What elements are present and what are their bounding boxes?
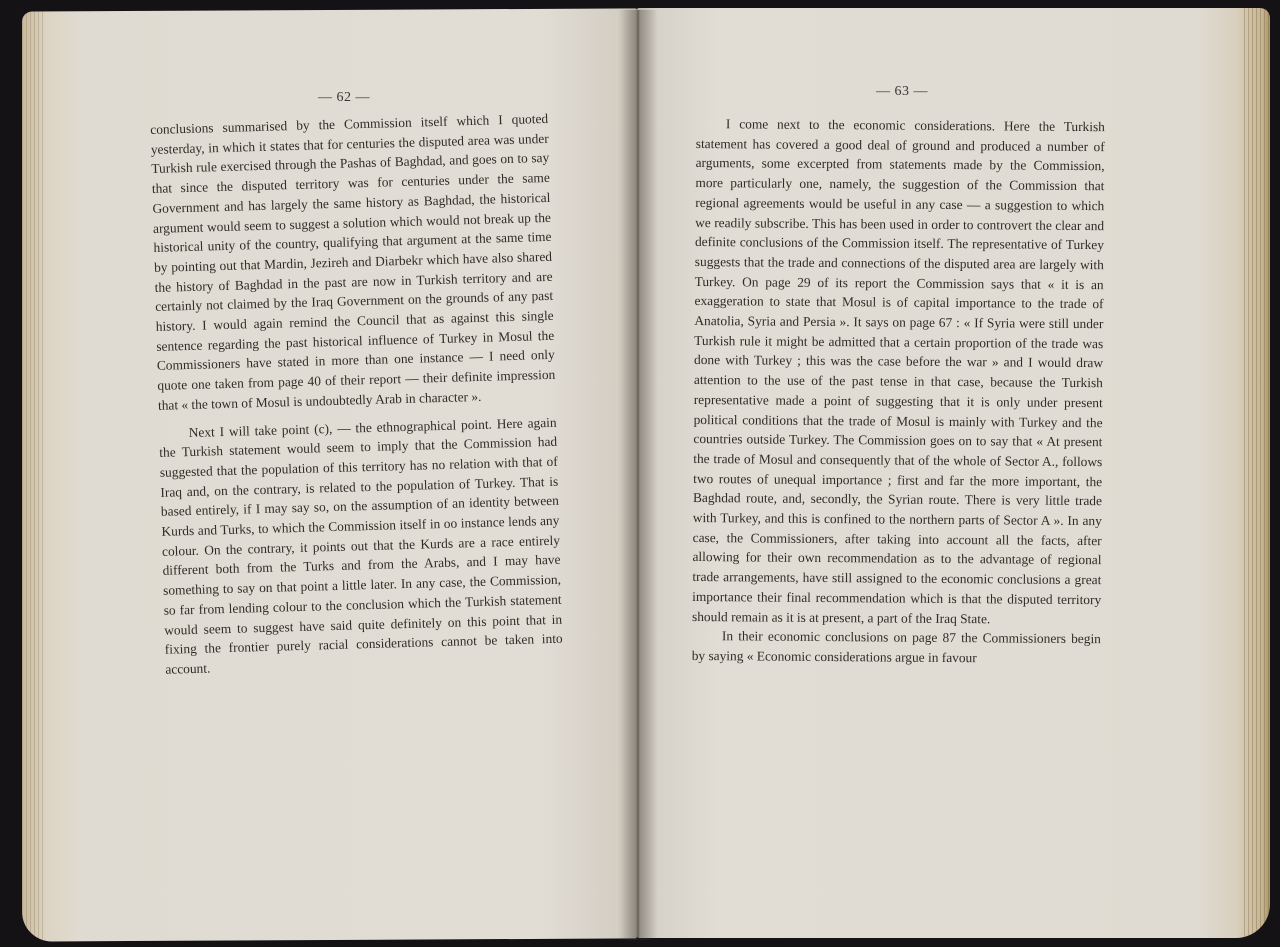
right-paragraph-2: In their economic conclusions on page 87 the Commissioners begin by saying « Economic considerations argue in favour — [691, 628, 1101, 666]
right-page-edge — [1244, 8, 1270, 938]
right-paragraph-1: I come next to the economic considerations. Here the Turkish statement has covered a good deal of ground and produced a number of arguments, some excerpted from statements made by the Commission, more particularly one, namely, the suggestion of the Commission that regional agreements would be useful in any case — a suggestion to which we readily subscribe. This has been used in order to controvert the clear and definite conclusions of the Commission itself. The representative of Turkey suggests that the trade and connections of the disputed area are largely with Turkey. On page 29 of its report the Commission says that « it is an exaggeration to state that Mosul is of capital importance to the trade of Anatolia, Syria and Persia ». It says on page 67 : « If Syria were still under Turkish rule it might be admitted that a certain proportion of the trade was done with Turkey ; this was the case before the war » and I would draw attention to the use of the past tense in that case, because the Turkish representative made a point of suggesting that it is only under present political conditions that the trade of Mosul is mainly with Turkey and the countries outside Turkey. The Commission goes on to say that « At present the trade of Mosul and consequently that of the whole of Sector A., follows two routes of unequal importance ; first and far the more important, the Baghdad route, and, secondly, the Syrian route. There is very little trade with Turkey, and this is confined to the northern parts of Sector A ». In any case, the Commissioners, after taking into account all the facts, after allowing for their own recommendation as to the advantage of regional trade arrangements, have still assigned to the economic conclusions a great importance their final recommendation which is that the disputed territory should remain as it is at present, a part of the Iraq State. — [691, 116, 1105, 626]
right-page-number: — 63 — — [876, 84, 928, 99]
book-gutter — [618, 10, 658, 940]
left-page-number: — 62 — — [318, 90, 370, 105]
left-page-text — [150, 109, 563, 680]
left-paragraph-2: Next I will take point (c), — the ethnographical point. Here again the Turkish statement would seem to imply that the Commission had suggested that the population of this territory has no relation with that of Iraq and, on the contrary, is related to the population of Turkey. That is based entirely, if I may say so, on the assumption of an identity between Kurds and Turks, to which the Commission itself in oo instance lends any colour. On the contrary, it points out that the Kurds are a race entirely different both from the Turks and from the Arabs, and I may have something to say on that point a little later. In any case, the Commission, so far from lending colour to the conclusion which the Turkish statement would seem to suggest have said quite definitely on this point that in fixing the frontier purely racial considerations cannot be taken into account. — [159, 414, 563, 677]
left-page-edge — [22, 11, 46, 941]
left-paragraph-1: conclusions summarised by the Commission itself which I quoted yesterday, in which it states that for centuries the disputed area was under Turkish rule exercised through the Pashas of Baghdad, and goes on to say that since the disputed territory was for centuries under the same Government and has largely the same history as Baghdad, the historical argument would seem to suggest a solution which would not break up the historical unity of the country, qualifying that argument at the same time by pointing out that Mardin, Jezireh and Diarbekr which have also shared the history of Baghdad in the past are now in Turkish territory and are certainly not claimed by the Iraq Government on the grounds of any past history. I would again remind the Council that as against this single sentence regarding the past historical influence of Turkey in Mosul the Commissioners have stated in more than one instance — I need only quote one taken from page 40 of their report — their definite impression that « the town of Mosul is undoubtedly Arab in character ». — [150, 110, 556, 413]
right-page-text — [692, 114, 1105, 669]
